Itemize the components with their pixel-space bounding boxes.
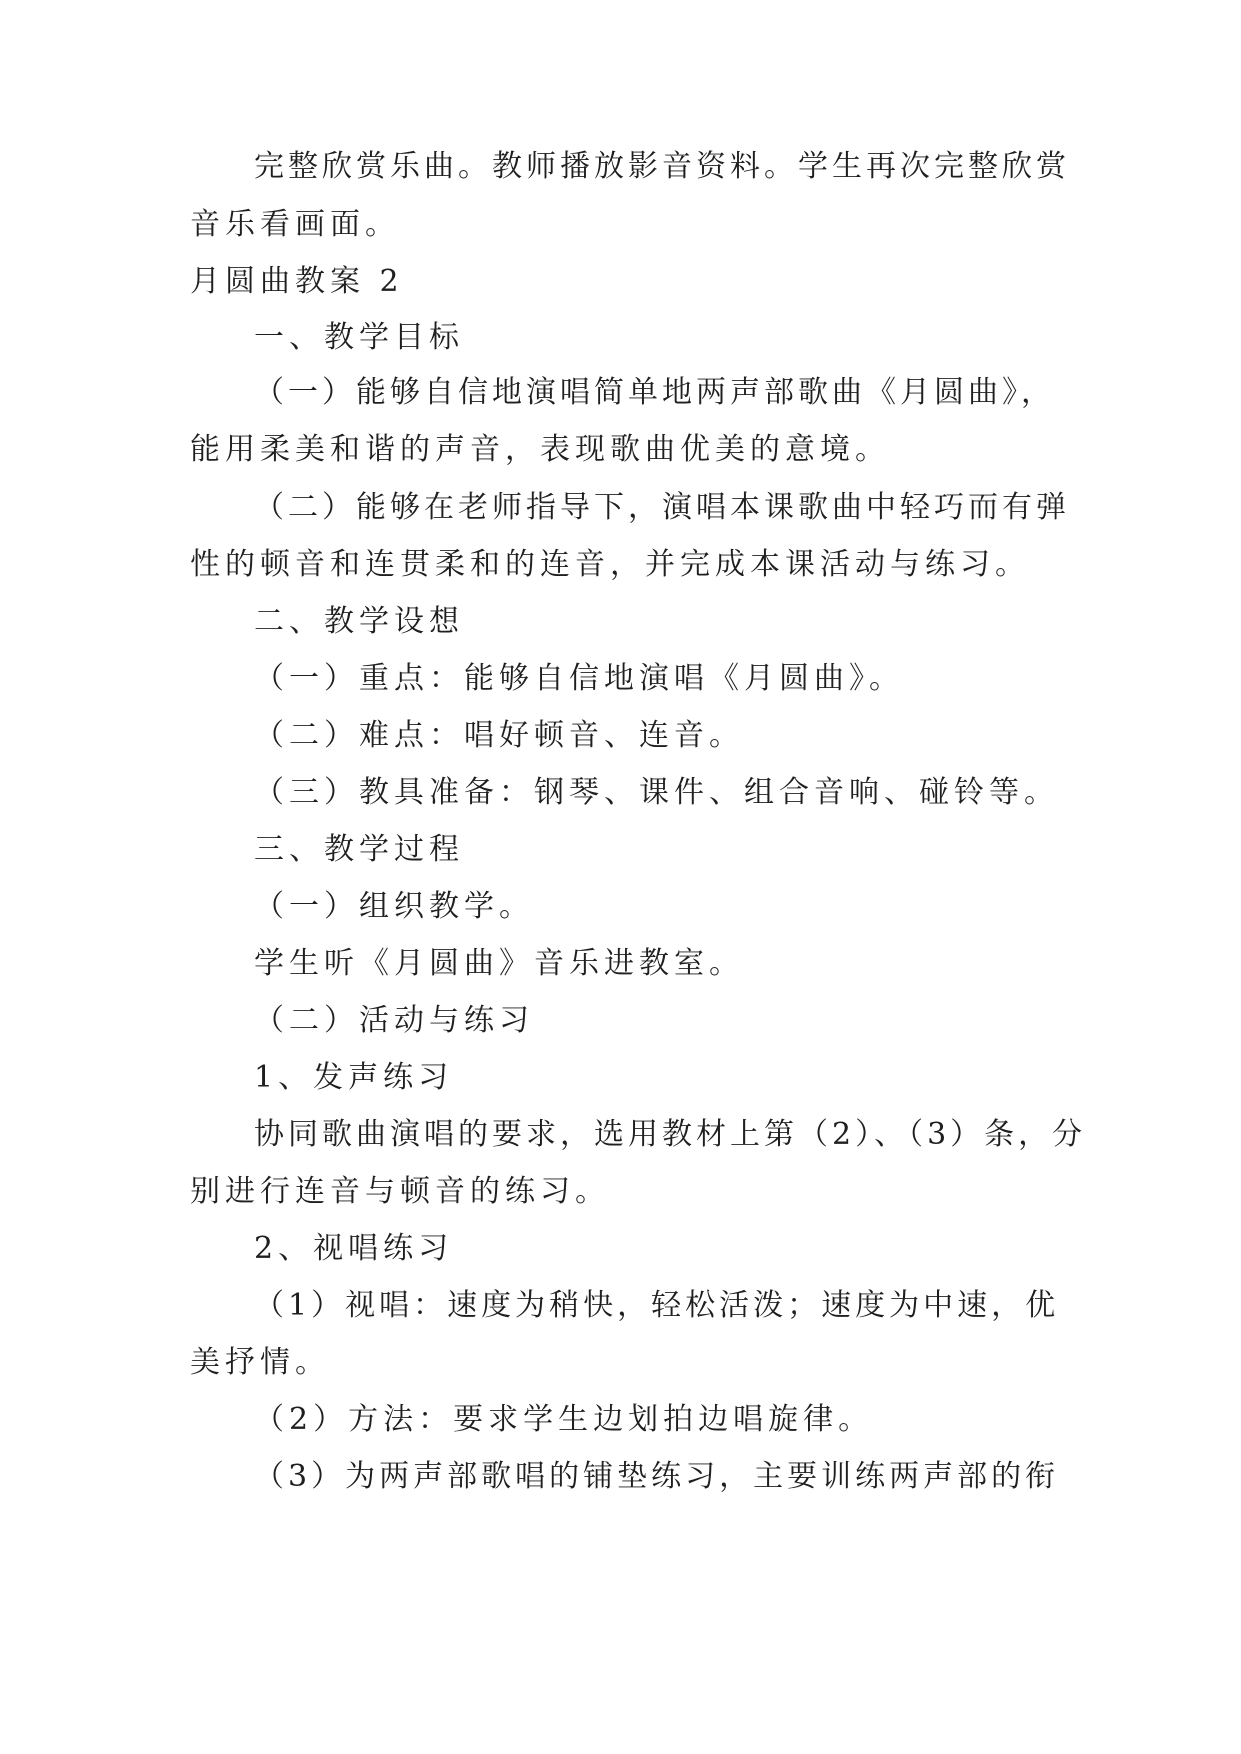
paragraph-line: （三）教具准备：钢琴、课件、组合音响、碰铃等。 [254,775,1059,810]
paragraph-line: 协同歌曲演唱的要求，选用教材上第（2）、（3）条，分 [254,1117,1087,1152]
paragraph-line: 美抒情。 [190,1345,330,1380]
paragraph-line: （2）方法：要求学生边划拍边唱旋律。 [254,1402,874,1437]
paragraph-line: 别进行连音与顿音的练习。 [190,1174,610,1209]
paragraph-line: （1）视唱：速度为稍快，轻松活泼；速度为中速，优 [254,1288,1060,1323]
paragraph-line: （3）为两声部歌唱的铺垫练习，主要训练两声部的衔 [254,1459,1060,1494]
paragraph-line: （一）重点：能够自信地演唱《月圆曲》。 [254,661,904,696]
section-heading: 二、教学设想 [254,604,464,639]
paragraph-line: 能用柔美和谐的声音，表现歌曲优美的意境。 [190,432,890,467]
paragraph-line: （二）能够在老师指导下，演唱本课歌曲中轻巧而有弹 [254,490,1070,525]
paragraph-line: 学生听《月圆曲》音乐进教室。 [254,946,744,981]
paragraph-line: 1、发声练习 [254,1060,454,1095]
section-heading: 月圆曲教案 2 [190,264,404,299]
paragraph-line: 2、视唱练习 [254,1231,454,1266]
paragraph-line: （二）活动与练习 [254,1003,534,1038]
section-heading: 一、教学目标 [254,320,464,355]
section-heading: 三、教学过程 [254,832,464,867]
paragraph-line: 性的顿音和连贯柔和的连音，并完成本课活动与练习。 [190,547,1030,582]
paragraph-line: 音乐看画面。 [190,207,400,242]
paragraph-line: （一）能够自信地演唱简单地两声部歌曲《月圆曲》， [254,375,1055,410]
paragraph-line: （一）组织教学。 [254,889,534,924]
paragraph-line: 完整欣赏乐曲。教师播放影音资料。学生再次完整欣赏 [254,149,1070,184]
paragraph-line: （二）难点：唱好顿音、连音。 [254,718,744,753]
